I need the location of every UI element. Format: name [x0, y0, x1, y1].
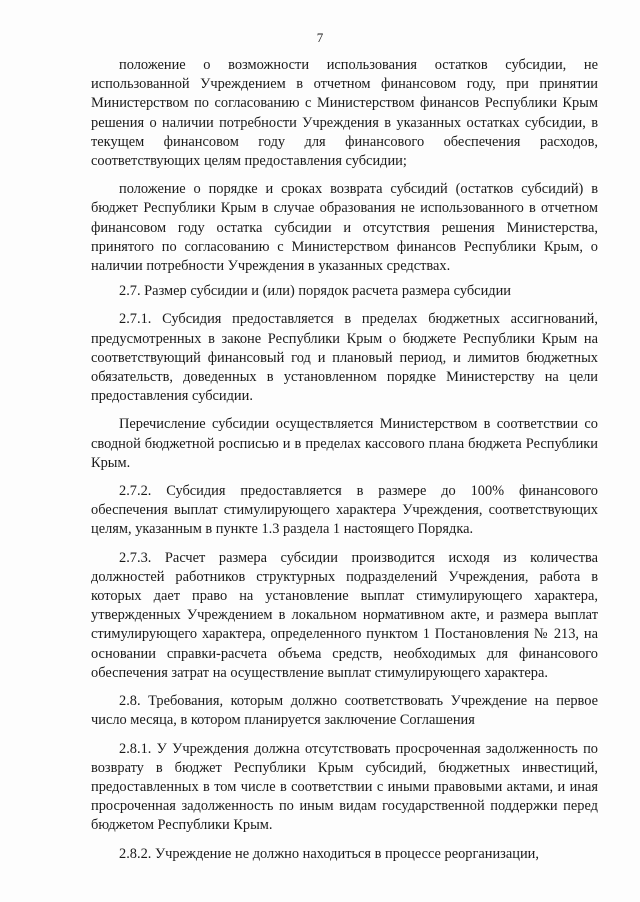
- paragraph-refund-provision: положение о порядке и сроках возврата субсидий (остатков субсидий) в бюджет Республики Крым в случае образования не использованного в отчетном финансовом году остатка субсидии и отсутствия решения Министерства, принятого по согласованию с Министерством финансов Республики Крым, о наличии потребности Учреждения в указанных средствах.: [91, 181, 598, 275]
- document-body: [91, 56, 598, 873]
- paragraph-2-7-3: 2.7.3. Расчет размера субсидии производится исходя из количества должностей работников структурных подразделений Учреждения, работа в которых дает право на установление выплат стимулирующего характера, утвержденных Учреждением в локальном нормативном акте, и размера выплат стимулирующего характера, определенного пунктом 1 Постановления № 213, на основании справки-расчета объема средств, необходимых для финансового обеспечения затрат на осуществление выплат стимулирующего характера.: [91, 549, 598, 681]
- paragraph-2-7-2: 2.7.2. Субсидия предоставляется в размере до 100% финансового обеспечения выплат стимулирующего характера Учреждения, соответствующих целям, указанным в пункте 1.3 раздела 1 настоящего Порядка.: [91, 483, 598, 538]
- section-heading-2-7: 2.7. Размер субсидии и (или) порядок расчета размера субсидии: [119, 283, 511, 300]
- paragraph-2-7-1: 2.7.1. Субсидия предоставляется в пределах бюджетных ассигнований, предусмотренных в законе Республики Крым о бюджете Республики Крым на соответствующий финансовый год и плановый период, и лимитов бюджетных обязательств, доведенных в установленном порядке Министерству на цели предоставления субсидии.: [91, 311, 598, 405]
- section-heading-2-8: 2.8. Требования, которым должно соответствовать Учреждение на первое число месяца, в котором планируется заключение Соглашения: [91, 693, 598, 729]
- paragraph-2-8-2: 2.8.2. Учреждение не должно находиться в процессе реорганизации,: [119, 845, 539, 862]
- paragraph-2-8-1: 2.8.1. У Учреждения должна отсутствовать просроченная задолженность по возврату в бюджет Республики Крым субсидий, бюджетных инвестиций, предоставленных в том числе в соответствии с иными правовыми актами, и иная просроченная задолженность по иным видам государственной поддержки перед бюджетом Республики Крым.: [91, 740, 598, 834]
- page-number: 7: [316, 30, 324, 45]
- paragraph-unused-balance-provision: положение о возможности использования остатков субсидии, не использованной Учреждением в отчетном финансовом году, при принятии Министерством по согласованию с Министерством финансов Республики Крым решения о наличии потребности Учреждения в указанных остатках субсидии, в текущем финансовом году для финансового обеспечения расходов, соответствующих целям предоставления субсидии;: [91, 57, 598, 170]
- paragraph-transfer-of-subsidy: Перечисление субсидии осуществляется Министерством в соответствии со сводной бюджетной росписью и в пределах кассового плана бюджета Республики Крым.: [91, 416, 598, 471]
